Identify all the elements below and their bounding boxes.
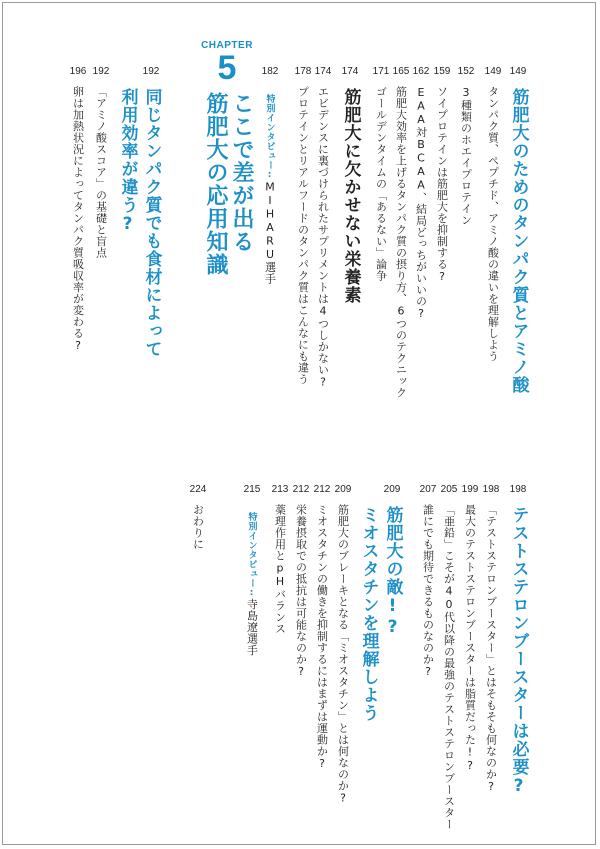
section-heading: ミオスタチンを理解しよう: [358, 506, 379, 722]
interview-name: 寺島遼選手: [245, 598, 259, 656]
toc-entry: [455, 66, 477, 226]
toc-entry: [370, 66, 392, 282]
page-number: 209: [383, 484, 401, 495]
toc-entry: [357, 484, 379, 722]
toc-item-text: ゴールデンタイムの「あるない」論争: [374, 86, 388, 282]
page-number: 192: [142, 66, 160, 77]
toc-item-text: 最大のテストステロンブースターは脂質だった!?: [463, 504, 477, 773]
page-number: 207: [419, 484, 437, 495]
page-number: 205: [440, 484, 458, 495]
page-number: 196: [69, 66, 87, 77]
page-number: 199: [461, 484, 479, 495]
toc-item-text: 筋肥大のブレーキとなる「ミオスタチン」とは何なのか?: [336, 504, 350, 805]
page-number: 213: [271, 484, 289, 495]
interview-name: MIHARU選手: [263, 180, 277, 285]
page-number: 171: [372, 66, 390, 77]
page-number: 198: [482, 484, 500, 495]
page-number: 149: [509, 66, 527, 77]
page-number: 162: [412, 66, 430, 77]
toc-entry: [431, 66, 453, 284]
toc-item-text: 誰にでも期待できるものなのか?: [421, 504, 435, 679]
toc-item-text: 栄養摂取での抵抗は可能なのか?: [294, 504, 308, 679]
interview-tag: 特別インタビュー:: [246, 512, 257, 599]
interview-tag: 特別インタビュー:: [264, 94, 275, 181]
section-heading: 筋肥大のためのタンパク質とアミノ酸: [508, 88, 529, 394]
toc-entry: [90, 66, 112, 259]
toc-item-text: 「亜鉛」こそが40代以降の最強のテストステロンブースター: [442, 504, 456, 830]
toc-entry: [417, 484, 439, 679]
toc-entry: [438, 484, 460, 830]
toc-entry: [339, 66, 361, 304]
page-number: 178: [294, 66, 312, 77]
section-heading: 利用効率が違う?: [117, 88, 138, 235]
toc-entry: [311, 484, 333, 771]
page-number: 192: [92, 66, 110, 77]
toc-entry: [410, 66, 432, 321]
toc-item-text: 筋肥大効率を上げるタンパク質の摂り方、6つのテクニック: [394, 86, 408, 399]
toc-item-text: 「テストステロンブースター」とはそもそも何なのか?: [484, 504, 498, 794]
toc-item-text: プロテインとリアルフードのタンパク質はこんなにも違う: [296, 86, 310, 385]
toc-item-text: ソイプロテインは筋肥大を抑制する?: [435, 86, 449, 284]
chapter-title-line2: 筋肥大の応用知識: [203, 92, 228, 276]
toc-item-text: ミオスタチンの働きを抑制するにはまずは運動か?: [315, 504, 329, 771]
section-heading: 同じタンパク質でも食材によって: [141, 88, 162, 358]
chapter-number: 5: [217, 49, 237, 87]
interview-entry: [247, 512, 258, 656]
page-number: 182: [261, 66, 279, 77]
toc-entry: [292, 66, 314, 385]
toc-entry: [312, 66, 334, 389]
toc-entry: [507, 484, 529, 797]
page-number: 159: [433, 66, 451, 77]
page-number: 212: [292, 484, 310, 495]
page-number: 152: [457, 66, 475, 77]
section-heading: 筋肥大の敵!?: [382, 506, 403, 638]
page-number: 209: [334, 484, 352, 495]
toc-item-text: おわりに: [191, 504, 205, 550]
interview-entry: [265, 94, 276, 285]
section-heading: 筋肥大に欠かせない栄養素: [340, 88, 361, 304]
page-number: 149: [484, 66, 502, 77]
toc-entry: [390, 66, 412, 399]
toc-entry: [381, 484, 403, 638]
toc-entry: [290, 484, 312, 679]
toc-entry: [241, 484, 263, 656]
toc-entry: [116, 66, 138, 235]
page-number: 215: [243, 484, 261, 495]
chapter-title: [204, 92, 252, 332]
toc-entry: [459, 484, 481, 773]
page-number: 174: [314, 66, 332, 77]
toc-entry: [482, 66, 504, 362]
toc-item-text: エビデンスに裏づけられたサプリメントは4つしかない?: [316, 86, 330, 389]
page-number: 198: [509, 484, 527, 495]
toc-item-text: タンパク質、ペプチド、アミノ酸の違いを理解しよう: [486, 86, 500, 362]
toc-entry: [187, 484, 209, 550]
page-number: 165: [392, 66, 410, 77]
toc-item-text: 薬理作用とpHバランス: [273, 504, 287, 635]
toc-entry: [259, 66, 281, 285]
chapter-title-line1: ここで差が出る: [229, 92, 254, 253]
chapter-label: CHAPTER: [201, 40, 253, 51]
page-number: 174: [341, 66, 359, 77]
page-number: 212: [313, 484, 331, 495]
toc-entry: [140, 66, 162, 358]
toc-entry: [507, 66, 529, 394]
toc-entry: [480, 484, 502, 794]
toc-entry: [269, 484, 291, 635]
toc-item-text: 卵は加熱状況によってタンパク質吸収率が変わる?: [71, 86, 85, 353]
page-number: 224: [189, 484, 207, 495]
section-heading: テストステロンブースターは必要?: [508, 506, 529, 797]
toc-entry: [332, 484, 354, 805]
toc-item-text: 「アミノ酸スコア」の基礎と盲点: [94, 86, 108, 259]
toc-entry: [67, 66, 89, 353]
toc-item-text: 3種類のホエイプロテイン: [459, 86, 473, 226]
toc-item-text: EAA対BCAA、結局どっちがいいの?: [414, 86, 428, 321]
